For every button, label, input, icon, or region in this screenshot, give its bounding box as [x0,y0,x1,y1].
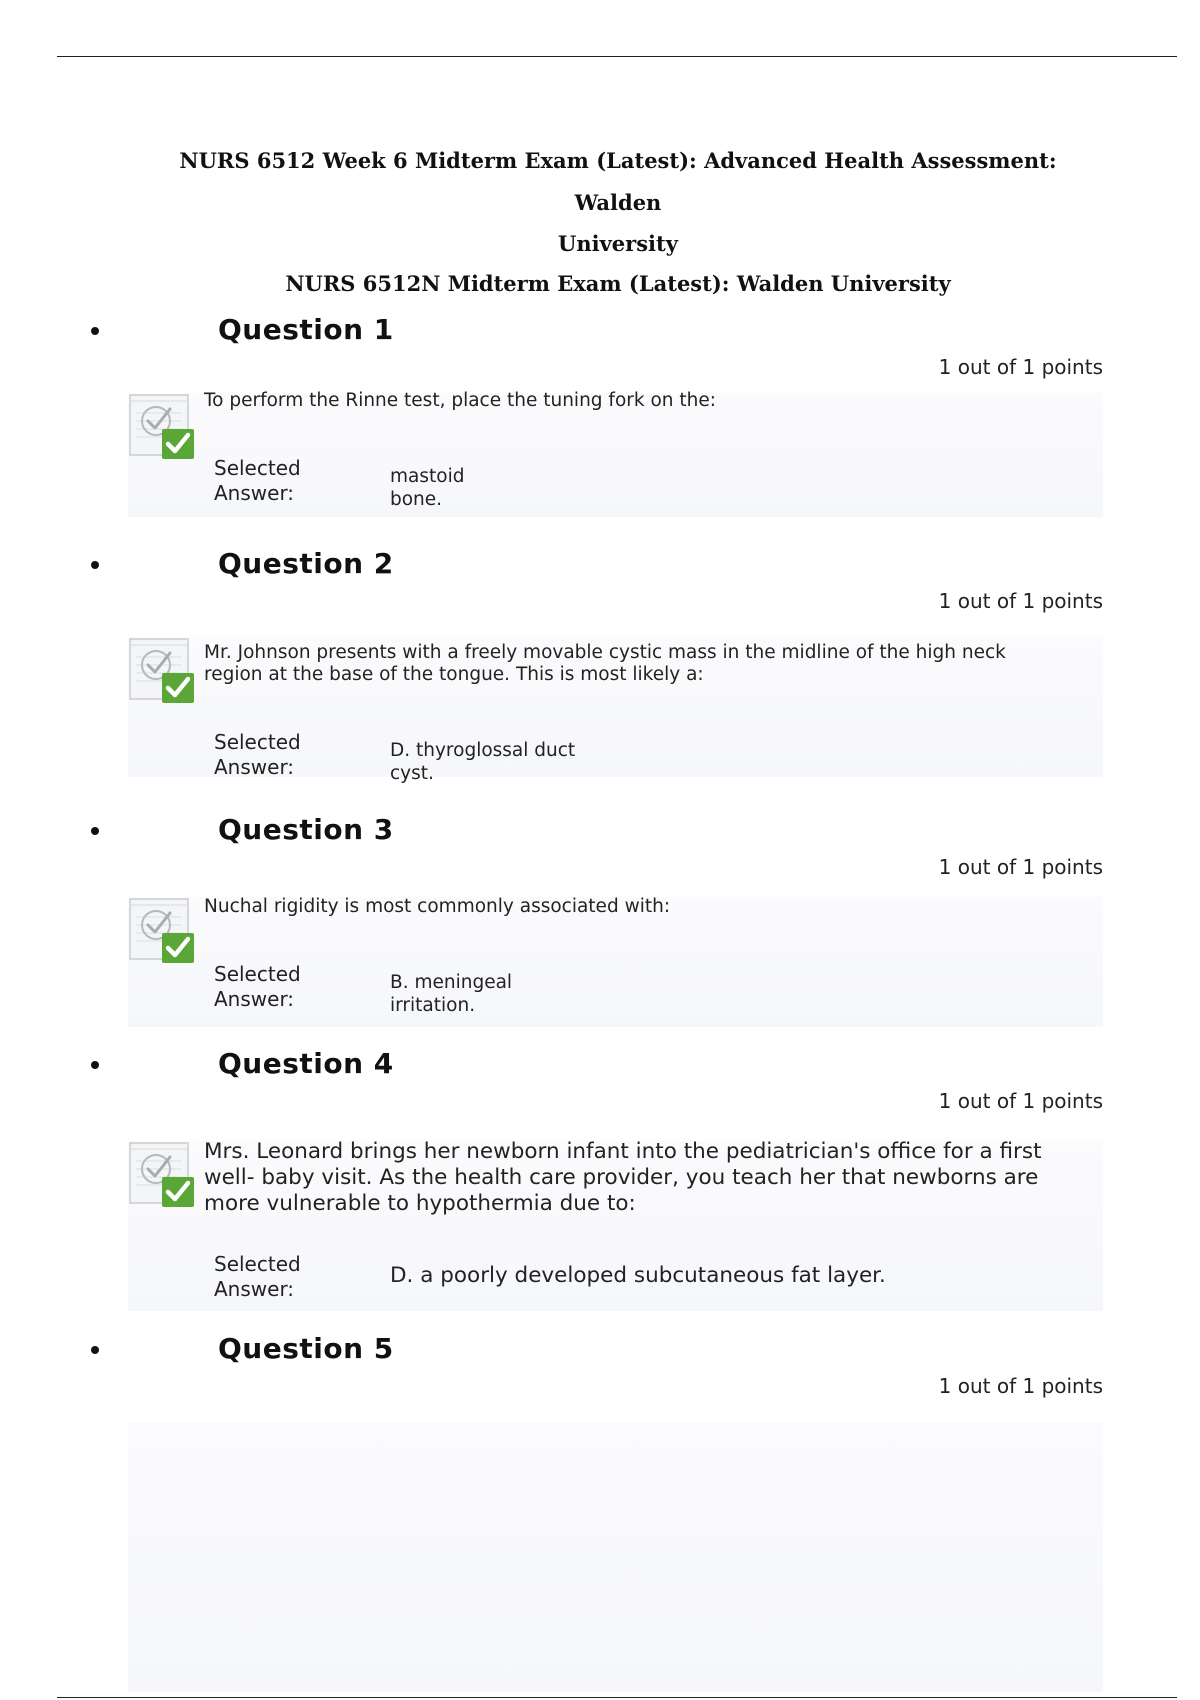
document-title [150,140,1086,304]
selected-answer-value: mastoid bone. [390,466,465,510]
selected-answer-label: Selected Answer: [214,730,301,779]
selected-answer-label: Selected Answer: [214,1252,301,1301]
question-body [128,897,1103,1027]
question-text: To perform the Rinne test, place the tuning fork on the: [204,390,716,411]
bullet-icon [91,827,99,835]
question-body [128,1141,1103,1311]
selected-answer-value: B. meningeal irritation. [390,972,513,1016]
question-heading: Question 4 [218,1047,394,1080]
question-text: Nuchal rigidity is most commonly associated with: [204,896,671,917]
question-body [128,637,1103,784]
bullet-icon [91,1061,99,1069]
bullet-icon [91,1346,99,1354]
question-points: 1 out of 1 points [938,855,1103,879]
title-line-2: University [558,231,678,256]
question-text: Mrs. Leonard brings her newborn infant into the pediatrician's office for a first well- baby visit. As the health care provider, you teach her that newborns are more vulnerable to hypothermia due to: [204,1139,1042,1216]
bullet-icon [91,327,99,335]
selected-answer-label: Selected Answer: [214,456,301,505]
title-line-1: NURS 6512 Week 6 Midterm Exam (Latest): Advanced Health Assessment: Walden [179,148,1057,215]
correct-check-icon [128,637,198,707]
question-body [128,390,1103,517]
bullet-icon [91,561,99,569]
selected-answer-label: Selected Answer: [214,962,301,1011]
question-points: 1 out of 1 points [938,1374,1103,1398]
question-points: 1 out of 1 points [938,355,1103,379]
correct-check-icon [128,1141,198,1211]
document-subtitle: NURS 6512N Midterm Exam (Latest): Walden University [285,271,951,296]
top-rule [57,56,1177,57]
question-heading: Question 1 [218,313,394,346]
correct-check-icon [128,897,198,967]
question-body [128,1422,1103,1692]
selected-answer-value: D. thyroglossal duct cyst. [390,740,576,784]
question-text: Mr. Johnson presents with a freely movable cystic mass in the midline of the high neck region at the base of the tongue. This is most likely a: [204,642,1006,685]
question-heading: Question 2 [218,547,394,580]
question-heading: Question 3 [218,813,394,846]
bottom-rule [57,1697,1177,1698]
question-points: 1 out of 1 points [938,589,1103,613]
selected-answer-value: D. a poorly developed subcutaneous fat layer. [390,1263,886,1288]
correct-check-icon [128,393,198,463]
question-heading: Question 5 [218,1332,394,1365]
question-points: 1 out of 1 points [938,1089,1103,1113]
